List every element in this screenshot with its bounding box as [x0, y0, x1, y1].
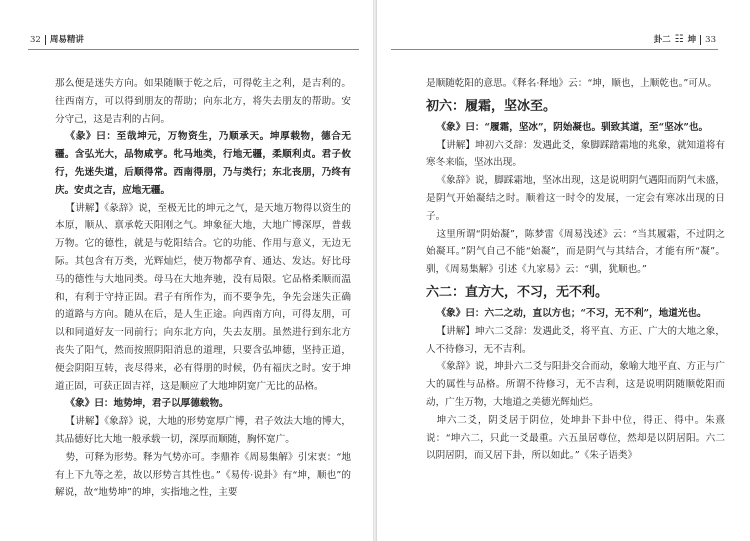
xiang-text: 《象》曰：地势坤，君子以厚德载物。 — [65, 398, 229, 410]
right-page-body — [426, 75, 725, 465]
line-statement-heading: 六二：直方大，不习，无不利。 — [426, 284, 609, 300]
paragraph: 那么便是迷失方向。如果随顺于乾之后，可得乾主之利，是吉利的。往西南方，可以得到朋友的帮助；向东北方，将失去朋友的帮助。安分守己，这是吉利的占问。 — [55, 78, 351, 125]
page-number: 32 — [30, 35, 41, 45]
left-page — [0, 0, 373, 541]
header-rule — [28, 49, 359, 50]
left-page-body — [55, 75, 351, 502]
header-separator — [700, 35, 701, 45]
page-number: 33 — [705, 35, 716, 45]
paragraph: 是顺随乾阳的意思。《释名·释地》云：“坤，顺也，上顺乾也。”可从。 — [426, 78, 718, 89]
kun-hexagram-icon: ☷ — [674, 34, 684, 45]
right-page — [377, 0, 750, 541]
paragraph: 这里所谓“阴始凝”，陈梦雷《周易浅述》云：“当其履霜，不过阴之始凝耳。”阴气自己不能“始凝”，而是阴气与其结合，才能有所“凝”。驯，《周易集解》引述《九家易》云：“驯，犹顺也。” — [426, 228, 725, 276]
chapter-label: 卦二 — [653, 35, 671, 45]
hexagram-name: 坤 — [687, 35, 697, 45]
left-page-header — [30, 34, 84, 46]
paragraph: 【讲解】坤六二爻辞：发遇此爻，将平直、方正、广大的大地之象，人不待修习，无不吉利。 — [426, 325, 725, 355]
right-page-header — [654, 34, 716, 46]
line-statement-heading: 初六：履霜，坚冰至。 — [426, 98, 557, 114]
paragraph: 坤六二爻，阴爻居于阴位，处坤卦下卦中位，得正、得中。朱熹说：“坤六二，只此一爻最重。六五虽居尊位，然却是以阴居阳。六二以阴居阴，而又居下卦，所以如此。”《朱子语类》 — [426, 414, 725, 462]
paragraph: 【讲解】《象辞》说，大地的形势宽厚广博，君子效法大地的博大，其品德好比大地一般承载一切，深厚而顺随，胸怀宽广。 — [55, 416, 351, 445]
header-separator — [45, 35, 46, 45]
xiang-text: 《象》曰：“履霜，坚冰”，阴始凝也。驯致其道，至“坚冰”也。 — [436, 121, 709, 133]
paragraph: 《象辞》说，脚踩霜地，坚冰出现，这是说明阴气遇阳而阴气未盛，是阴气开始凝结之时。顺着这一时令的发展，一定会有寒冰出现的日子。 — [426, 175, 725, 222]
tuan-text: 《彖》曰：至哉坤元，万物资生，乃顺承天。坤厚载物，德合无疆。含弘光大，品物咸亨。牝马地类，行地无疆，柔顺利贞。君子攸行，先迷失道，后顺得常。西南得朋，乃与类行；东北丧朋，乃终有庆。安贞之吉，应地无疆。 — [55, 131, 351, 196]
book-title: 周易精讲 — [49, 35, 84, 45]
paragraph: 【讲解】《彖辞》说，至极无比的坤元之气，是天地万物得以资生的本原，顺从、禀承乾天阳刚之气。坤象征大地，大地广博深厚，普载万物。它的德性，就是与乾阳结合。它的功能、作用与意义，无边无际。其包含有万类，光辉灿烂，使万物都孕育、通达、发达。好比母马的德性与大地同类。母马在大地奔驰，没有局限。它品格柔顺而温和，有利于守持正固。君子有所作为，而不要争先，争先会迷失正确的道路与方向。随从在后，是人生正途。向西南方向，可得友朋，可以和同道好友一同前行；向东北方向，失去友朋。虽然进行到东北方丧失了阳气，然而按照阴阳消息的道理，只要含弘坤德，坚持正道，便会阴阳互转，丧尽得来，必有得朋的时候，仍有福庆之时。安于坤道正固，可获正固吉祥，这是顺应了大地坤阴宽广无比的品格。 — [55, 202, 351, 392]
header-rule — [391, 49, 718, 50]
paragraph: 【讲解】坤初六爻辞：发遇此爻，象脚踩踏霜地的兆象，就知道将有寒冬来临，坚冰出现。 — [426, 139, 725, 169]
paragraph: 《象辞》说，坤卦六二爻与阳卦交合而动，象喻大地平直、方正与广大的属性与品格。所谓不待修习，无不吉利，这是说明阴随顺乾阳而动，广生万物，大地道之美德光辉灿烂。 — [426, 361, 725, 408]
xiang-text: 《象》曰：六二之动，直以方也；“不习，无不利”，地道光也。 — [436, 307, 707, 319]
paragraph: 势，可释为形势。释为气势亦可。李鼎祚《周易集解》引宋衷：“地有上下九等之差，故以形势言其性也。”《易传·说卦》有“坤，顺也”的解说，故“地势坤”的坤，实指地之性，主要 — [55, 451, 351, 499]
